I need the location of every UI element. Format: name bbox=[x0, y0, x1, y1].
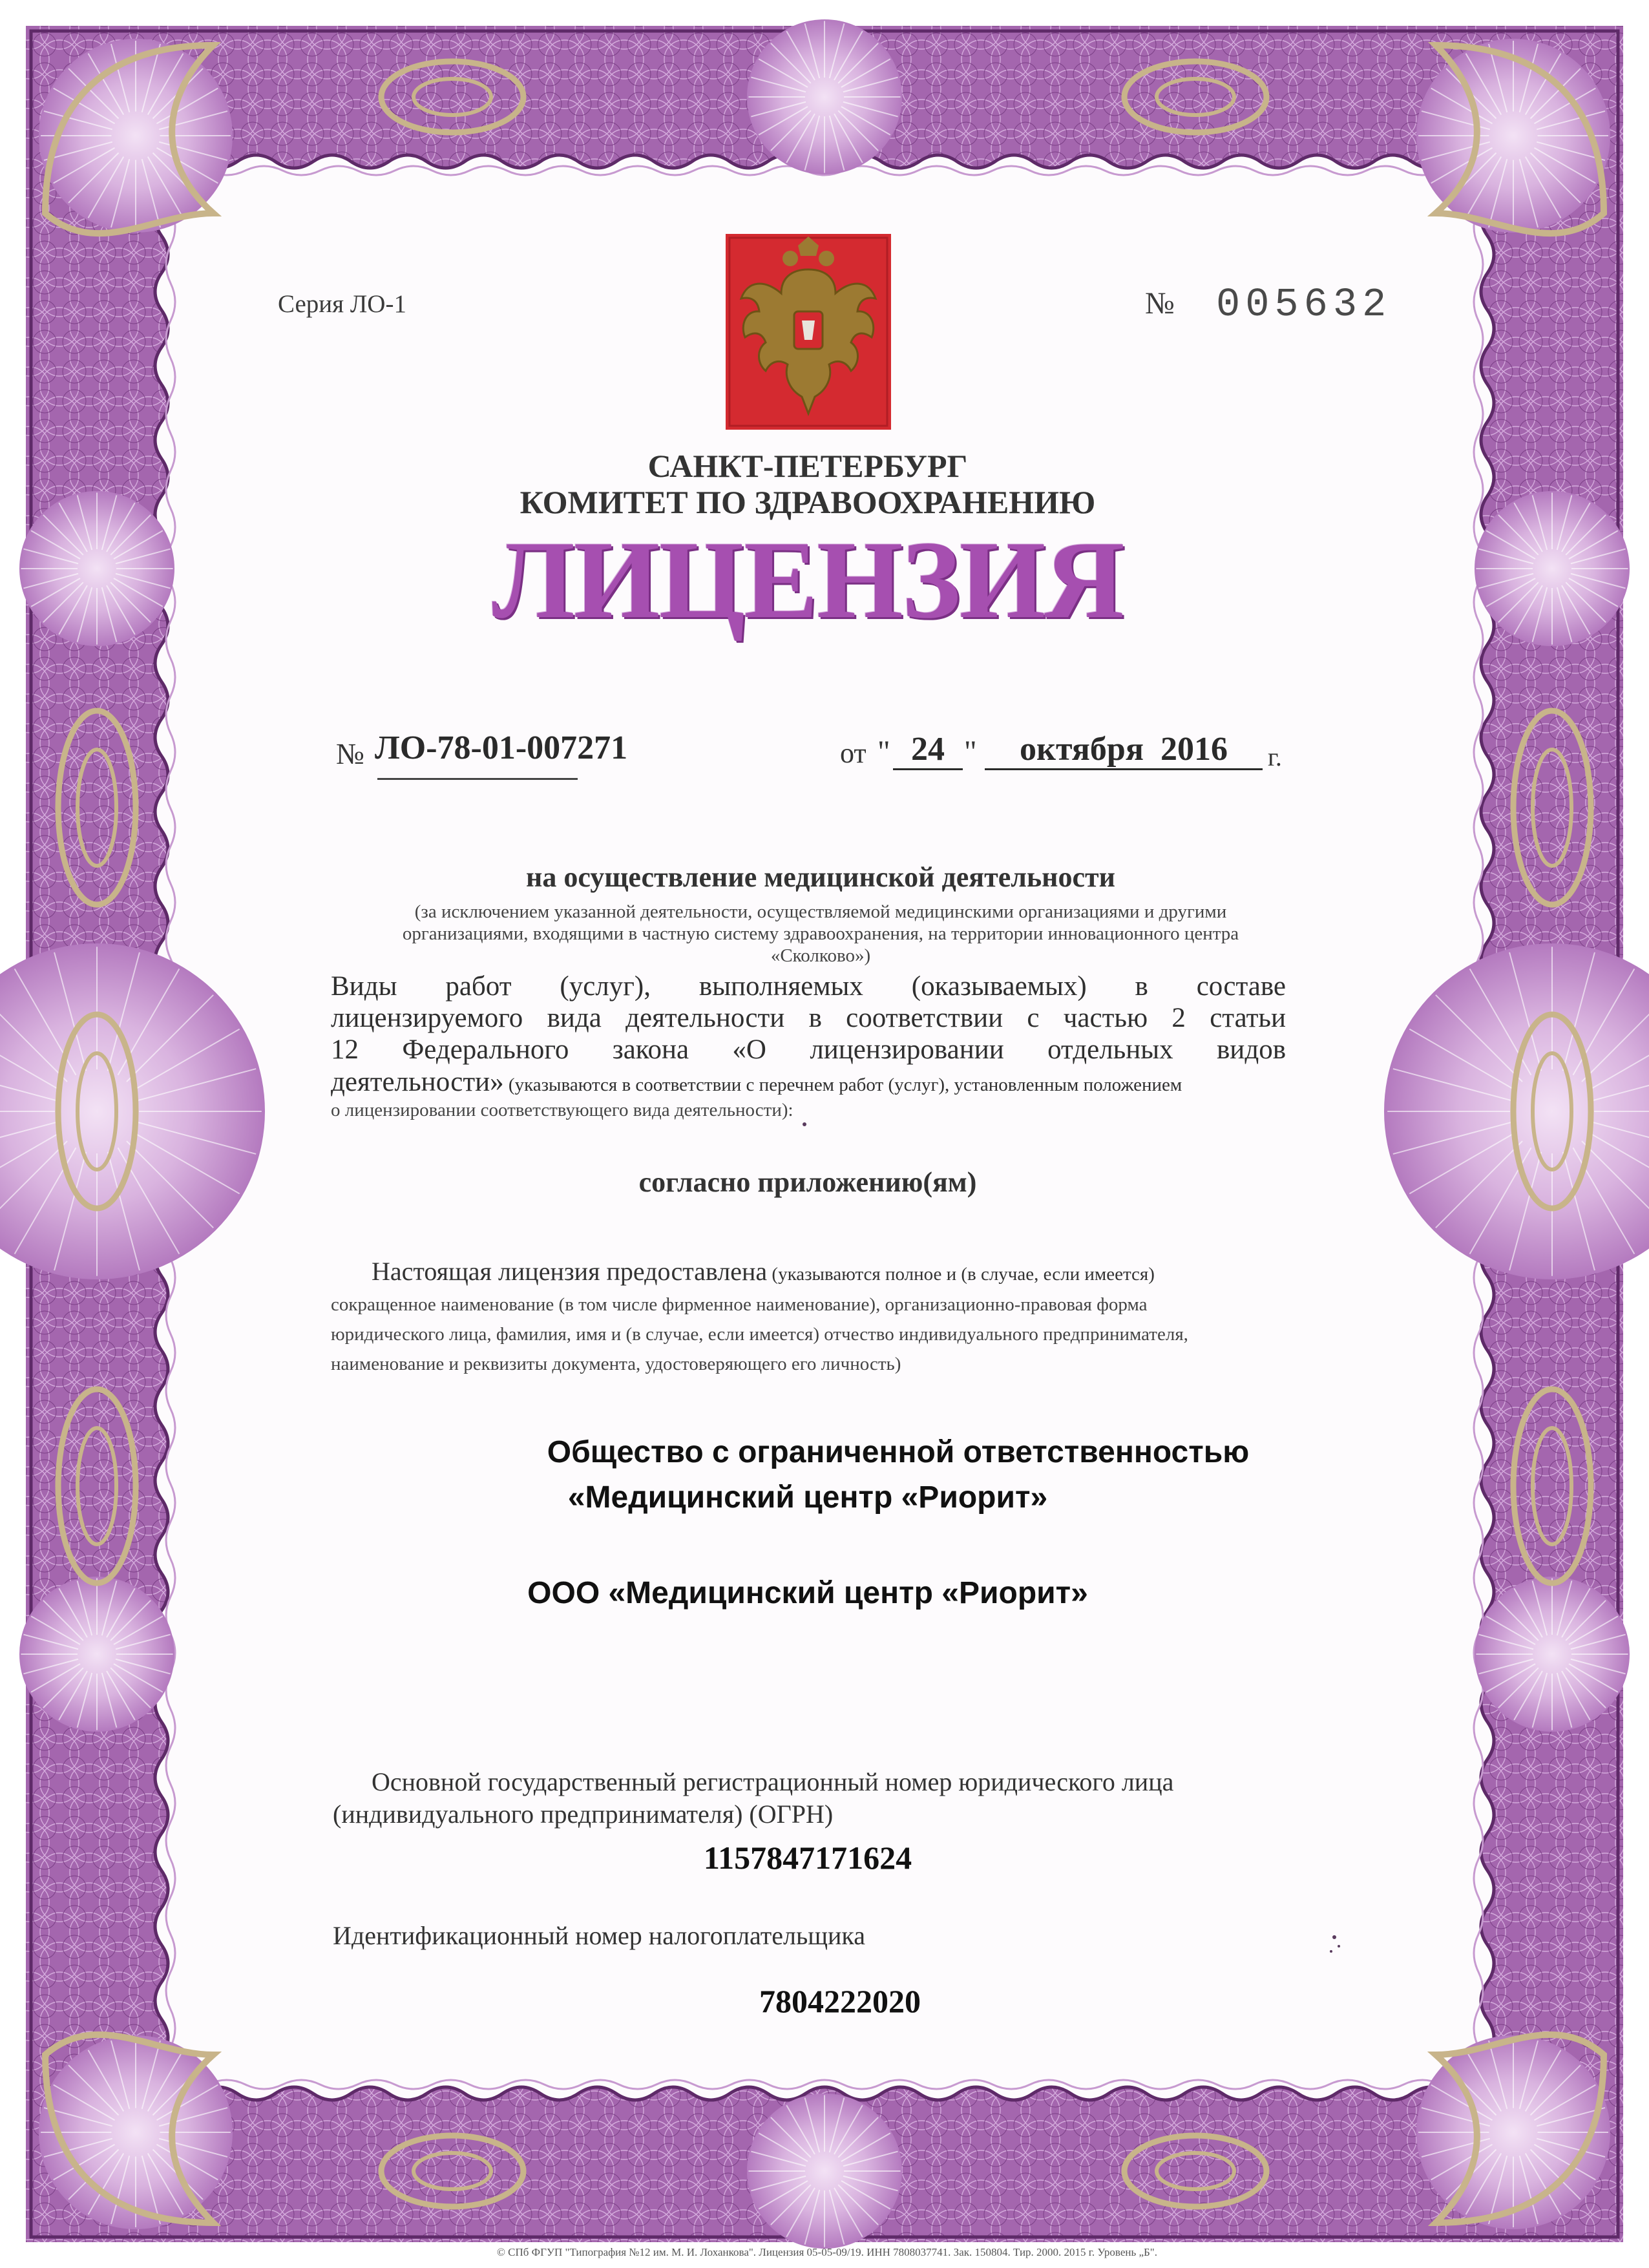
date-quote-open: " bbox=[877, 735, 890, 769]
issuer-city: САНКТ-ПЕТЕРБУРГ bbox=[647, 448, 968, 484]
blank-number: 005632 bbox=[1216, 282, 1392, 328]
printer-imprint: © СПб ФГУП "Типография №12 им. М. И. Лоханкова". Лицензия 05-05-09/19. ИНН 7808037741. Зак. 150804. Тир. 2000. 2015 г. Уровень „Б". bbox=[497, 2246, 1157, 2258]
works-line3: 12 Федерального закона «О лицензировании отдельных видов bbox=[331, 1034, 1286, 1065]
license-day: 24 bbox=[893, 730, 963, 770]
company-short-name: ООО «Медицинский центр «Риорит» bbox=[527, 1576, 1088, 1610]
license-number: ЛО-78-01-007271 bbox=[375, 730, 628, 766]
issuer-committee: КОМИТЕТ ПО ЗДРАВООХРАНЕНИЮ bbox=[520, 484, 1096, 520]
date-from-label: от bbox=[840, 737, 867, 769]
granted-line4: наименование и реквизиты документа, удостоверяющего его личность) bbox=[331, 1354, 901, 1374]
company-full-name-line1: Общество с ограниченной ответственностью bbox=[547, 1435, 1250, 1469]
document-title: ЛИЦЕНЗИЯ bbox=[492, 519, 1124, 642]
granted-line3: юридического лица, фамилия, имя и (в случае, если имеется) отчество индивидуального предпринимателя, bbox=[331, 1324, 1188, 1345]
activity-heading: на осуществление медицинской деятельности bbox=[525, 861, 1116, 893]
license-number-sign: № bbox=[336, 737, 364, 770]
works-line4-note: (указываются в соответствии с перечнем работ (услуг), установленным положением bbox=[503, 1075, 1182, 1095]
inn-value: 7804222020 bbox=[759, 1983, 921, 2019]
works-line4-bold: деятельности» bbox=[331, 1067, 504, 1097]
works-line2: лицензируемого вида деятельности в соответствии с частью 2 статьи bbox=[331, 1003, 1286, 1033]
ogrn-value: 1157847171624 bbox=[703, 1840, 912, 1876]
granted-line2: сокращенное наименование (в том числе фирменное наименование), организационно-правовая форма bbox=[331, 1294, 1148, 1315]
works-line5: о лицензировании соответствующего вида деятельности): bbox=[331, 1100, 793, 1120]
activity-note-line3: «Сколково») bbox=[770, 945, 871, 966]
blank-number-sign: № bbox=[1145, 286, 1175, 320]
company-full-name-line2: «Медицинский центр «Риорит» bbox=[567, 1480, 1048, 1515]
granted-lead-note: (указываются полное и (в случае, если имеется) bbox=[767, 1264, 1155, 1285]
license-month-year: октября 2016 bbox=[985, 730, 1263, 770]
inn-label: Идентификационный номер налогоплательщика bbox=[333, 1921, 866, 1950]
granted-lead: Настоящая лицензия предоставлена bbox=[372, 1257, 768, 1286]
works-line1: Виды работ (услуг), выполняемых (оказываемых) в составе bbox=[331, 971, 1286, 1002]
coat-of-arms-icon bbox=[726, 234, 891, 430]
series-label: Серия ЛО-1 bbox=[278, 290, 406, 318]
activity-note-line2: организациями, входящими в частную систему здравоохранения, на территории инновационного центра bbox=[402, 923, 1239, 944]
ogrn-label-line1: Основной государственный регистрационный номер юридического лица bbox=[372, 1767, 1174, 1796]
year-suffix: г. bbox=[1268, 742, 1282, 772]
license-number-underline bbox=[377, 778, 578, 780]
date-quote-close: " bbox=[964, 735, 977, 769]
ogrn-label-line2: (индивидуального предпринимателя) (ОГРН) bbox=[333, 1800, 834, 1829]
annex-reference: согласно приложению(ям) bbox=[638, 1166, 977, 1198]
activity-note-line1: (за исключением указанной деятельности, осуществляемой медицинскими организациями и другими bbox=[414, 901, 1227, 922]
